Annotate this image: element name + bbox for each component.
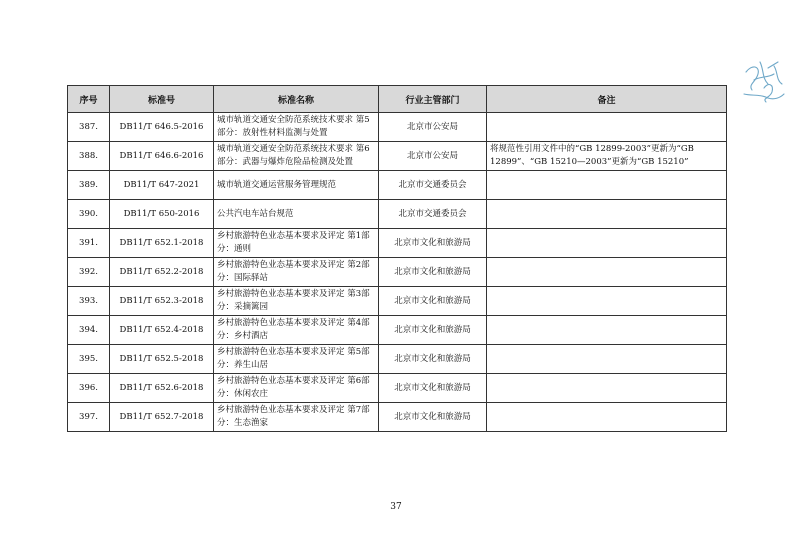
cell-standard-code: DB11/T 652.5-2018 (110, 345, 214, 374)
header-department: 行业主管部门 (379, 86, 487, 113)
cell-standard-name: 乡村旅游特色业态基本要求及评定 第3部分：采摘篱园 (214, 287, 379, 316)
cell-remarks: 将规范性引用文件中的“GB 12899-2003”更新为“GB 12899”、“GB 15210—2003”更新为“GB 15210” (487, 142, 727, 171)
table-row (68, 403, 727, 432)
header-standard-name: 标准名称 (214, 86, 379, 113)
cell-remarks (487, 345, 727, 374)
cell-standard-name: 乡村旅游特色业态基本要求及评定 第2部分：国际驿站 (214, 258, 379, 287)
cell-standard-name: 乡村旅游特色业态基本要求及评定 第5部分：养生山居 (214, 345, 379, 374)
table-body (68, 113, 727, 432)
header-serial-number: 序号 (68, 86, 110, 113)
cell-standard-code: DB11/T 652.4-2018 (110, 316, 214, 345)
cell-remarks (487, 113, 727, 142)
cell-standard-name: 乡村旅游特色业态基本要求及评定 第6部分：休闲农庄 (214, 374, 379, 403)
table-row (68, 113, 727, 142)
cell-serial-number: 388. (68, 142, 110, 171)
cell-department: 北京市文化和旅游局 (379, 345, 487, 374)
cell-remarks (487, 258, 727, 287)
cell-serial-number: 392. (68, 258, 110, 287)
cell-standard-name: 公共汽电车站台规范 (214, 200, 379, 229)
table-row (68, 142, 727, 171)
page-number: 37 (390, 502, 402, 512)
cell-standard-code: DB11/T 647-2021 (110, 171, 214, 200)
table-row (68, 200, 727, 229)
table-row (68, 316, 727, 345)
cell-department: 北京市公安局 (379, 142, 487, 171)
cell-standard-code: DB11/T 652.2-2018 (110, 258, 214, 287)
cell-department: 北京市文化和旅游局 (379, 374, 487, 403)
table-row (68, 258, 727, 287)
cell-remarks (487, 316, 727, 345)
cell-standard-name: 城市轨道交通运营服务管理规范 (214, 171, 379, 200)
cell-department: 北京市文化和旅游局 (379, 287, 487, 316)
cell-serial-number: 390. (68, 200, 110, 229)
table-header-row (68, 86, 727, 113)
cell-remarks (487, 287, 727, 316)
cell-standard-name: 城市轨道交通安全防范系统技术要求 第6部分：武器与爆炸危险品检测及处置 (214, 142, 379, 171)
cell-standard-name: 城市轨道交通安全防范系统技术要求 第5部分：放射性材料监测与处置 (214, 113, 379, 142)
cell-serial-number: 397. (68, 403, 110, 432)
cell-department: 北京市文化和旅游局 (379, 316, 487, 345)
cell-department: 北京市文化和旅游局 (379, 403, 487, 432)
cell-remarks (487, 200, 727, 229)
cell-department: 北京市文化和旅游局 (379, 258, 487, 287)
cell-standard-code: DB11/T 646.5-2016 (110, 113, 214, 142)
table-row (68, 229, 727, 258)
table-row (68, 171, 727, 200)
cell-department: 北京市文化和旅游局 (379, 229, 487, 258)
cell-standard-code: DB11/T 652.7-2018 (110, 403, 214, 432)
cell-department: 北京市交通委员会 (379, 171, 487, 200)
cell-serial-number: 387. (68, 113, 110, 142)
cell-serial-number: 394. (68, 316, 110, 345)
signature-stamp-icon (738, 54, 788, 106)
cell-remarks (487, 229, 727, 258)
cell-standard-name: 乡村旅游特色业态基本要求及评定 第4部分：乡村酒店 (214, 316, 379, 345)
cell-standard-code: DB11/T 652.3-2018 (110, 287, 214, 316)
cell-department: 北京市交通委员会 (379, 200, 487, 229)
cell-department: 北京市公安局 (379, 113, 487, 142)
cell-remarks (487, 171, 727, 200)
cell-standard-code: DB11/T 652.6-2018 (110, 374, 214, 403)
table-row (68, 287, 727, 316)
header-standard-code: 标准号 (110, 86, 214, 113)
cell-standard-name: 乡村旅游特色业态基本要求及评定 第1部分：通则 (214, 229, 379, 258)
standards-table (67, 85, 727, 432)
header-remarks: 备注 (487, 86, 727, 113)
cell-serial-number: 391. (68, 229, 110, 258)
cell-standard-code: DB11/T 652.1-2018 (110, 229, 214, 258)
cell-remarks (487, 374, 727, 403)
cell-remarks (487, 403, 727, 432)
cell-serial-number: 389. (68, 171, 110, 200)
table-row (68, 374, 727, 403)
cell-standard-code: DB11/T 650-2016 (110, 200, 214, 229)
cell-serial-number: 395. (68, 345, 110, 374)
table-row (68, 345, 727, 374)
cell-serial-number: 396. (68, 374, 110, 403)
cell-standard-name: 乡村旅游特色业态基本要求及评定 第7部分：生态渔家 (214, 403, 379, 432)
cell-standard-code: DB11/T 646.6-2016 (110, 142, 214, 171)
cell-serial-number: 393. (68, 287, 110, 316)
